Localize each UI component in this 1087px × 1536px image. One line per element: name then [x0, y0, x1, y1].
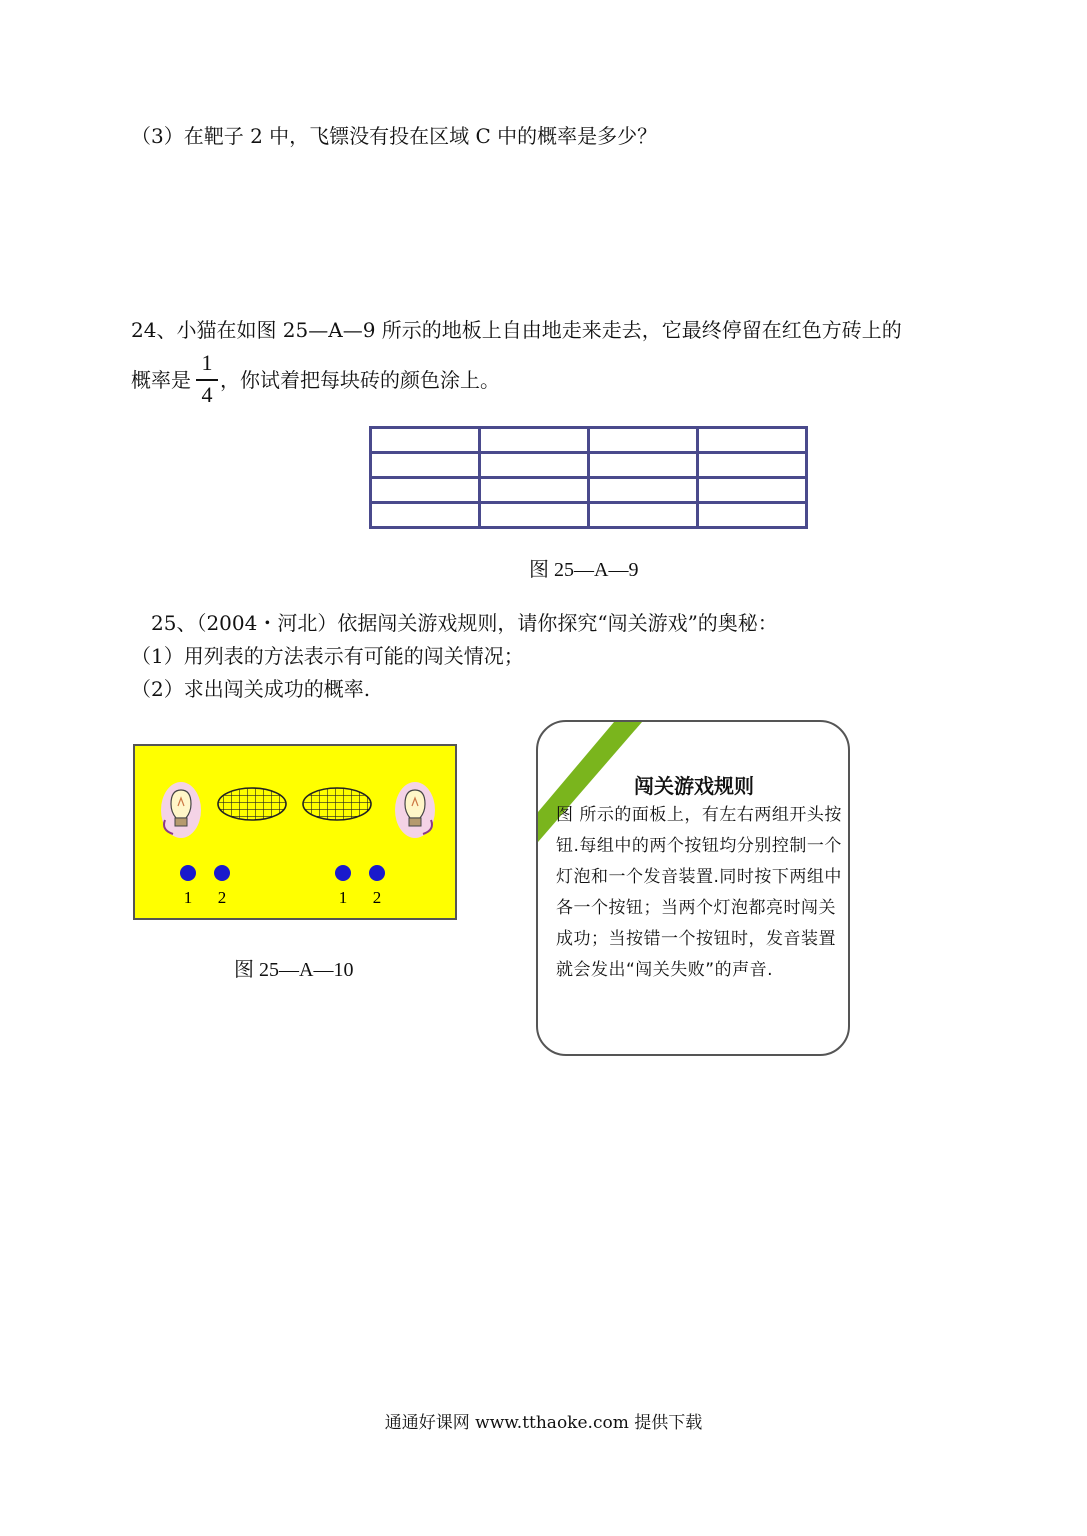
floor-tile: [371, 478, 480, 503]
right-button-1-label: 1: [338, 888, 348, 907]
left-button-2: [214, 865, 230, 881]
floor-tile: [371, 453, 480, 478]
q24-line1: 24、小猫在如图 25—A—9 所示的地板上自由地走来走去，它最终停留在红色方砖上的: [131, 318, 902, 342]
tile-row: [371, 503, 807, 528]
q25-part2: （2）求出闯关成功的概率.: [131, 677, 371, 701]
right-bulb-icon: [395, 782, 435, 838]
floor-tile: [698, 503, 807, 528]
tile-row: [371, 453, 807, 478]
floor-tile: [589, 478, 698, 503]
left-button-1-label: 1: [183, 888, 193, 907]
floor-tile: [698, 453, 807, 478]
tile-row: [371, 478, 807, 503]
left-button-1: [180, 865, 196, 881]
floor-tile: [589, 428, 698, 453]
floor-tile: [371, 503, 480, 528]
figure-10-caption: 图 25—A—10: [234, 959, 354, 981]
right-button-2-label: 2: [372, 888, 382, 907]
figure-9-caption: 图 25—A—9: [529, 559, 639, 581]
right-button-2: [369, 865, 385, 881]
fraction-denominator: 4: [201, 382, 213, 407]
floor-tile: [480, 478, 589, 503]
floor-tile-grid: [369, 426, 808, 529]
game-panel-drawing: [135, 746, 455, 918]
q25-part1: （1）用列表的方法表示有可能的闯关情况；: [131, 644, 524, 668]
left-grid-oval-icon: [218, 788, 286, 820]
rules-body: 图 所示的面板上，有左右两组开头按钮.每组中的两个按钮均分别控制一个灯泡和一个发音装置.同时按下两组中各一个按钮；当两个灯泡都亮时闯关成功；当按错一个按钮时，发音装置就会发出“闯关失败”的声音.: [556, 805, 842, 980]
q25-intro: 25、（2004・河北）依据闯关游戏规则，请你探究“闯关游戏”的奥秘：: [151, 611, 778, 635]
tile-row: [371, 428, 807, 453]
q24-line2-prefix: 概率是: [131, 368, 191, 392]
floor-tile: [698, 478, 807, 503]
floor-tile: [589, 453, 698, 478]
page-footer: 通通好课网 www.tthaoke.com 提供下载: [384, 1413, 703, 1433]
game-panel: [133, 744, 457, 920]
floor-tile: [480, 453, 589, 478]
floor-tile: [698, 428, 807, 453]
right-button-1: [335, 865, 351, 881]
floor-tile: [589, 503, 698, 528]
q23-part3-text: （3）在靶子 2 中，飞镖没有投在区域 C 中的概率是多少？: [131, 124, 658, 148]
floor-tile: [480, 503, 589, 528]
left-button-2-label: 2: [217, 888, 227, 907]
floor-tile: [480, 428, 589, 453]
rules-title: 闯关游戏规则: [634, 774, 754, 798]
fraction-bar: [196, 379, 218, 381]
q24-line2-suffix: ，你试着把每块砖的颜色涂上。: [220, 368, 500, 392]
right-grid-oval-icon: [303, 788, 371, 820]
left-bulb-icon: [161, 782, 201, 838]
rules-card: [536, 720, 850, 1056]
fraction-numerator: 1: [201, 350, 213, 375]
floor-tile: [371, 428, 480, 453]
